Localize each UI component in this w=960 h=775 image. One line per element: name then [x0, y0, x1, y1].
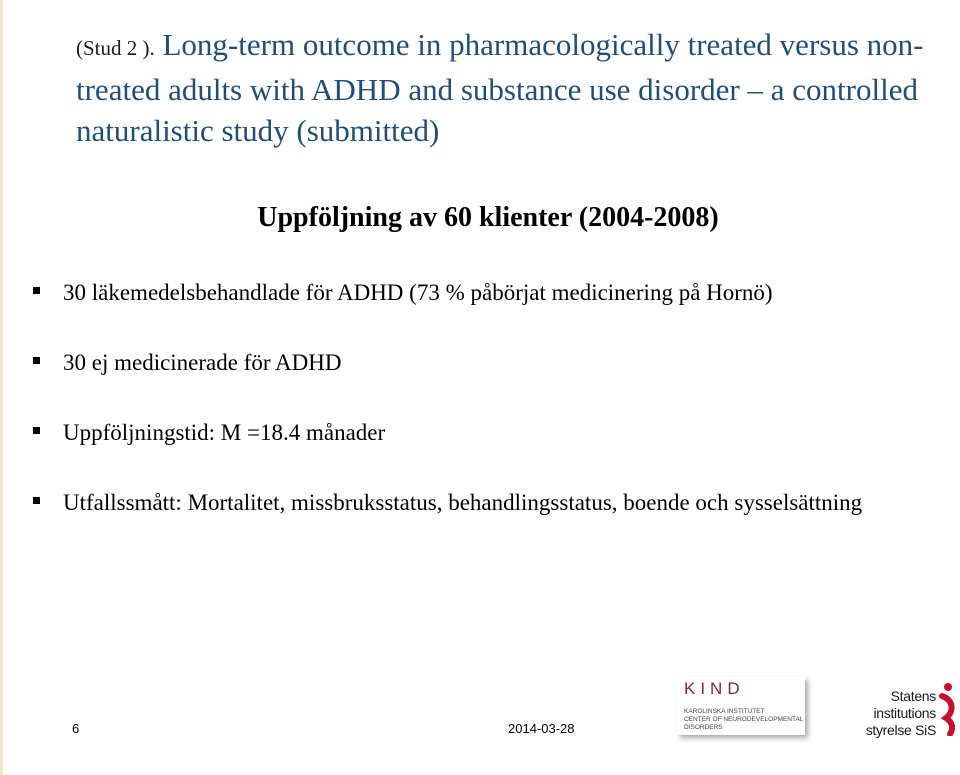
slide-date: 2014-03-28	[508, 721, 575, 736]
kind-logo-wordmark: KIND	[684, 679, 745, 698]
square-bullet-icon	[33, 427, 40, 434]
kind-logo-line: DISORDERS	[684, 724, 723, 731]
left-edge-rule	[0, 0, 3, 775]
square-bullet-icon	[33, 357, 40, 364]
title-prefix: (Stud 2 ).	[76, 36, 155, 60]
sis-logo-line: styrelse SiS	[865, 722, 936, 738]
kind-logo-line: CENTER OF NEURODEVELOPMENTAL	[684, 716, 804, 723]
title-text: Long-term outcome in pharmacologically treated versus non-treated adults with ADHD and substance use disorder – a controlled naturalistic study (submitted)	[76, 27, 924, 148]
slide-subtitle: Uppföljning av 60 klienter (2004-2008)	[257, 202, 719, 233]
bullet-list	[33, 276, 933, 520]
sis-logo-line: institutions	[873, 705, 936, 721]
bullet-text: 30 läkemedelsbehandlade för ADHD (73 % påbörjat medicinering på Hornö)	[63, 280, 773, 305]
sis-logo	[862, 678, 958, 742]
sis-logo-line: Statens	[890, 688, 936, 704]
square-bullet-icon	[33, 497, 40, 504]
bullet-item	[33, 276, 933, 310]
bullet-text: Utfallssmått: Mortalitet, missbruksstatus, behandlingsstatus, boende och sysselsättning	[63, 490, 863, 515]
kind-logo-line: KAROLINSKA INSTITUTET	[684, 708, 765, 715]
sis-mark-icon	[938, 682, 956, 736]
kind-logo	[677, 677, 805, 735]
bullet-text: Uppföljningstid: M =18.4 månader	[63, 420, 386, 445]
bullet-text: 30 ej medicinerade för ADHD	[63, 350, 342, 375]
bullet-item	[33, 486, 933, 520]
slide-number: 6	[72, 721, 80, 736]
square-bullet-icon	[33, 287, 40, 294]
slide-title	[76, 24, 936, 151]
bullet-item	[33, 346, 933, 380]
bullet-item	[33, 416, 933, 450]
